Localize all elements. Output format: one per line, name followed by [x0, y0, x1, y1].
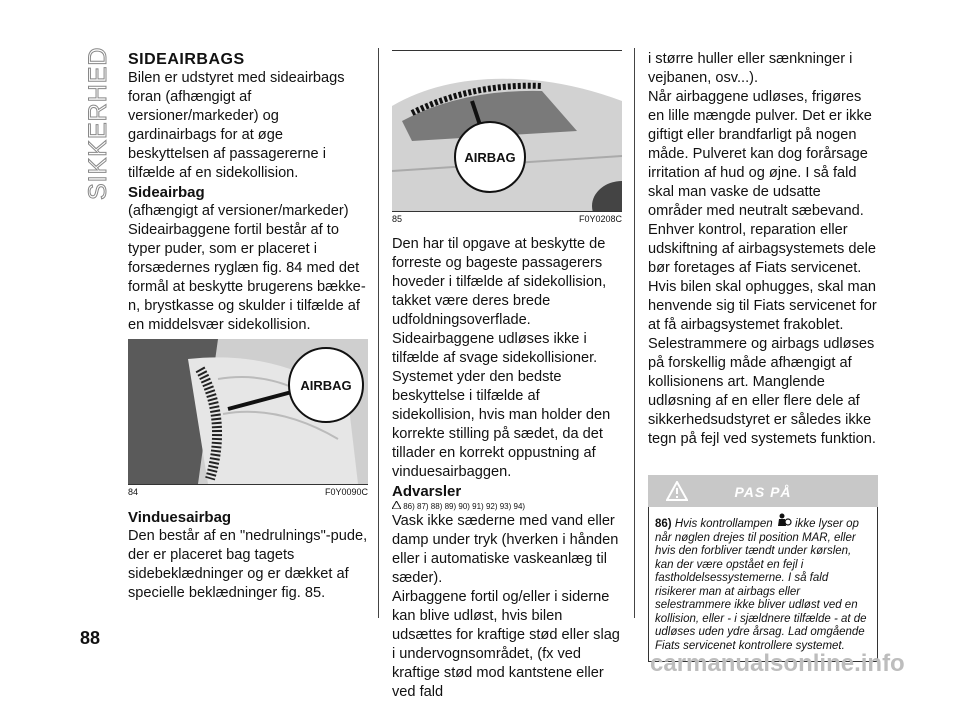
page-number: 88 — [80, 628, 101, 648]
figure-84 — [128, 339, 368, 484]
airbag-badge-label: AIRBAG — [464, 149, 516, 165]
note-number: 86) — [655, 518, 672, 530]
warning-body — [648, 507, 878, 662]
figure-85-caption — [392, 211, 622, 225]
intro-text: Bilen er udstyret med sideairbags foran (afhængigt af versioner/markeder) og gardinairbags for at øge beskyttelsen af passagererne i tilfælde af en sidekollision. — [128, 70, 345, 181]
airbag-warning-lamp-icon — [776, 518, 795, 530]
note-text-start: Hvis kontrollampen — [674, 518, 773, 530]
column-3 — [648, 50, 878, 662]
warning-label: PAS PÅ — [734, 484, 792, 500]
warning-header — [648, 475, 878, 507]
section-tab — [80, 46, 112, 200]
body-text: Når airbaggene udløses, frigøres en lille mængde pulver. Det er ikke giftigt eller brandfarligt på nogen måde. Pulveret kan dog forårsage irritation af hud og øjne. I så fald skal man vaske de udsatte områder med neutralt sæbevand. — [648, 89, 872, 219]
sideairbag-heading: Sideairbag — [128, 184, 205, 201]
body-text: Selestrammere og airbags udløses på forskellig måde afhængigt af kollisionens art. Manglende udløsning af en eller flere dele af sikkerhedsudstyret er således ikke tegn på fejl ved systemets funktion. — [648, 336, 876, 447]
column-1 — [128, 50, 368, 603]
figure-84-caption — [128, 484, 368, 498]
body-text: Airbaggene fortil og/eller i siderne kan blive udløst, hvis bilen udsættes for kraftige stød eller slag i undervognsområdet, (fx ved kraftige stød mod kantstene eller ved fald — [392, 589, 620, 700]
body-text: Systemet yder den bedste beskyttelse i tilfælde af sidekollision, hvis man holder den korrekte stilling på sædet, da det tillader en korrekt oppustning af vinduesairbaggen. — [392, 369, 611, 480]
warning-triangle-icon — [392, 502, 403, 511]
figure-code: F0Y0090C — [324, 487, 368, 497]
airbag-badge-label: AIRBAG — [300, 377, 352, 393]
note-text-end: ikke lyser op når nøglen drejes til position MAR, eller hvis den forbliver tændt under kørslen, kan der være opstået en fejl i fastholdelsessystemerne. I så fald risikerer man at airbags eller selestrammere ikke bliver udløst ved en kollision, eller - i sjældnere tilfælde - at de udløses uden ydre årsag. Lad omgående Fiats servicenet kontrollere systemet. — [655, 518, 867, 652]
column-divider — [634, 48, 635, 618]
body-text: Den har til opgave at beskytte de forreste og bageste passagerers hoveder i tilfælde af sidekollision, takket være deres brede udfoldningsoverflade. — [392, 236, 607, 328]
airbag-badge — [288, 347, 364, 423]
figure-number: 84 — [128, 487, 139, 497]
window-airbag-text: Den består af en "nedrulnings"-pude, der er placeret bag tagets sidebeklædninger og er dækket af specielle beklædninger fig. 85. — [128, 528, 368, 601]
warning-panel — [648, 475, 878, 662]
warning-refs-list: 86) 87) 88) 89) 90) 91) 92) 93) 94) — [403, 502, 526, 511]
window-airbag-heading: Vinduesairbag — [128, 509, 232, 526]
body-text: Vask ikke sæderne med vand eller damp under tryk (hverken i hånden eller i automatiske vaskeanlæg til sæder). — [392, 513, 619, 586]
section-tab-label: SIKKERHED — [84, 46, 112, 200]
body-text: Enhver kontrol, reparation eller udskiftning af airbagsystemets dele bør foretages af Fiats servicenet. — [648, 222, 876, 276]
column-2 — [392, 50, 622, 702]
body-text: Sideairbaggene udløses ikke i tilfælde af svage sidekollisioner. — [392, 331, 598, 366]
sideairbag-text: Sideairbaggene fortil består af to typer puder, som er placeret i forsædernes ryglæn fig. 84 med det formål at beskytte brugerens bækken, brystkasse og skulder i tilfælde af en middelsvær sidekollision. — [128, 222, 366, 333]
column-divider — [378, 48, 379, 618]
figure-code: F0Y0208C — [578, 214, 622, 224]
warnings-heading: Advarsler — [392, 483, 462, 500]
section-heading: SIDEAIRBAGS — [128, 51, 245, 68]
figure-number: 85 — [392, 214, 403, 224]
body-text: Hvis bilen skal ophugges, skal man henvende sig til Fiats servicenet for at få airbagsystemet frakoblet. — [648, 279, 877, 333]
airbag-badge — [454, 121, 526, 193]
sideairbag-note: (afhængigt af versioner/markeder) — [128, 203, 349, 219]
figure-85 — [392, 61, 622, 211]
warning-refs — [392, 501, 622, 512]
body-text: i større huller eller sænkninger i vejbanen, osv...). — [648, 51, 853, 86]
watermark: carmanualsonline.info — [650, 650, 905, 677]
